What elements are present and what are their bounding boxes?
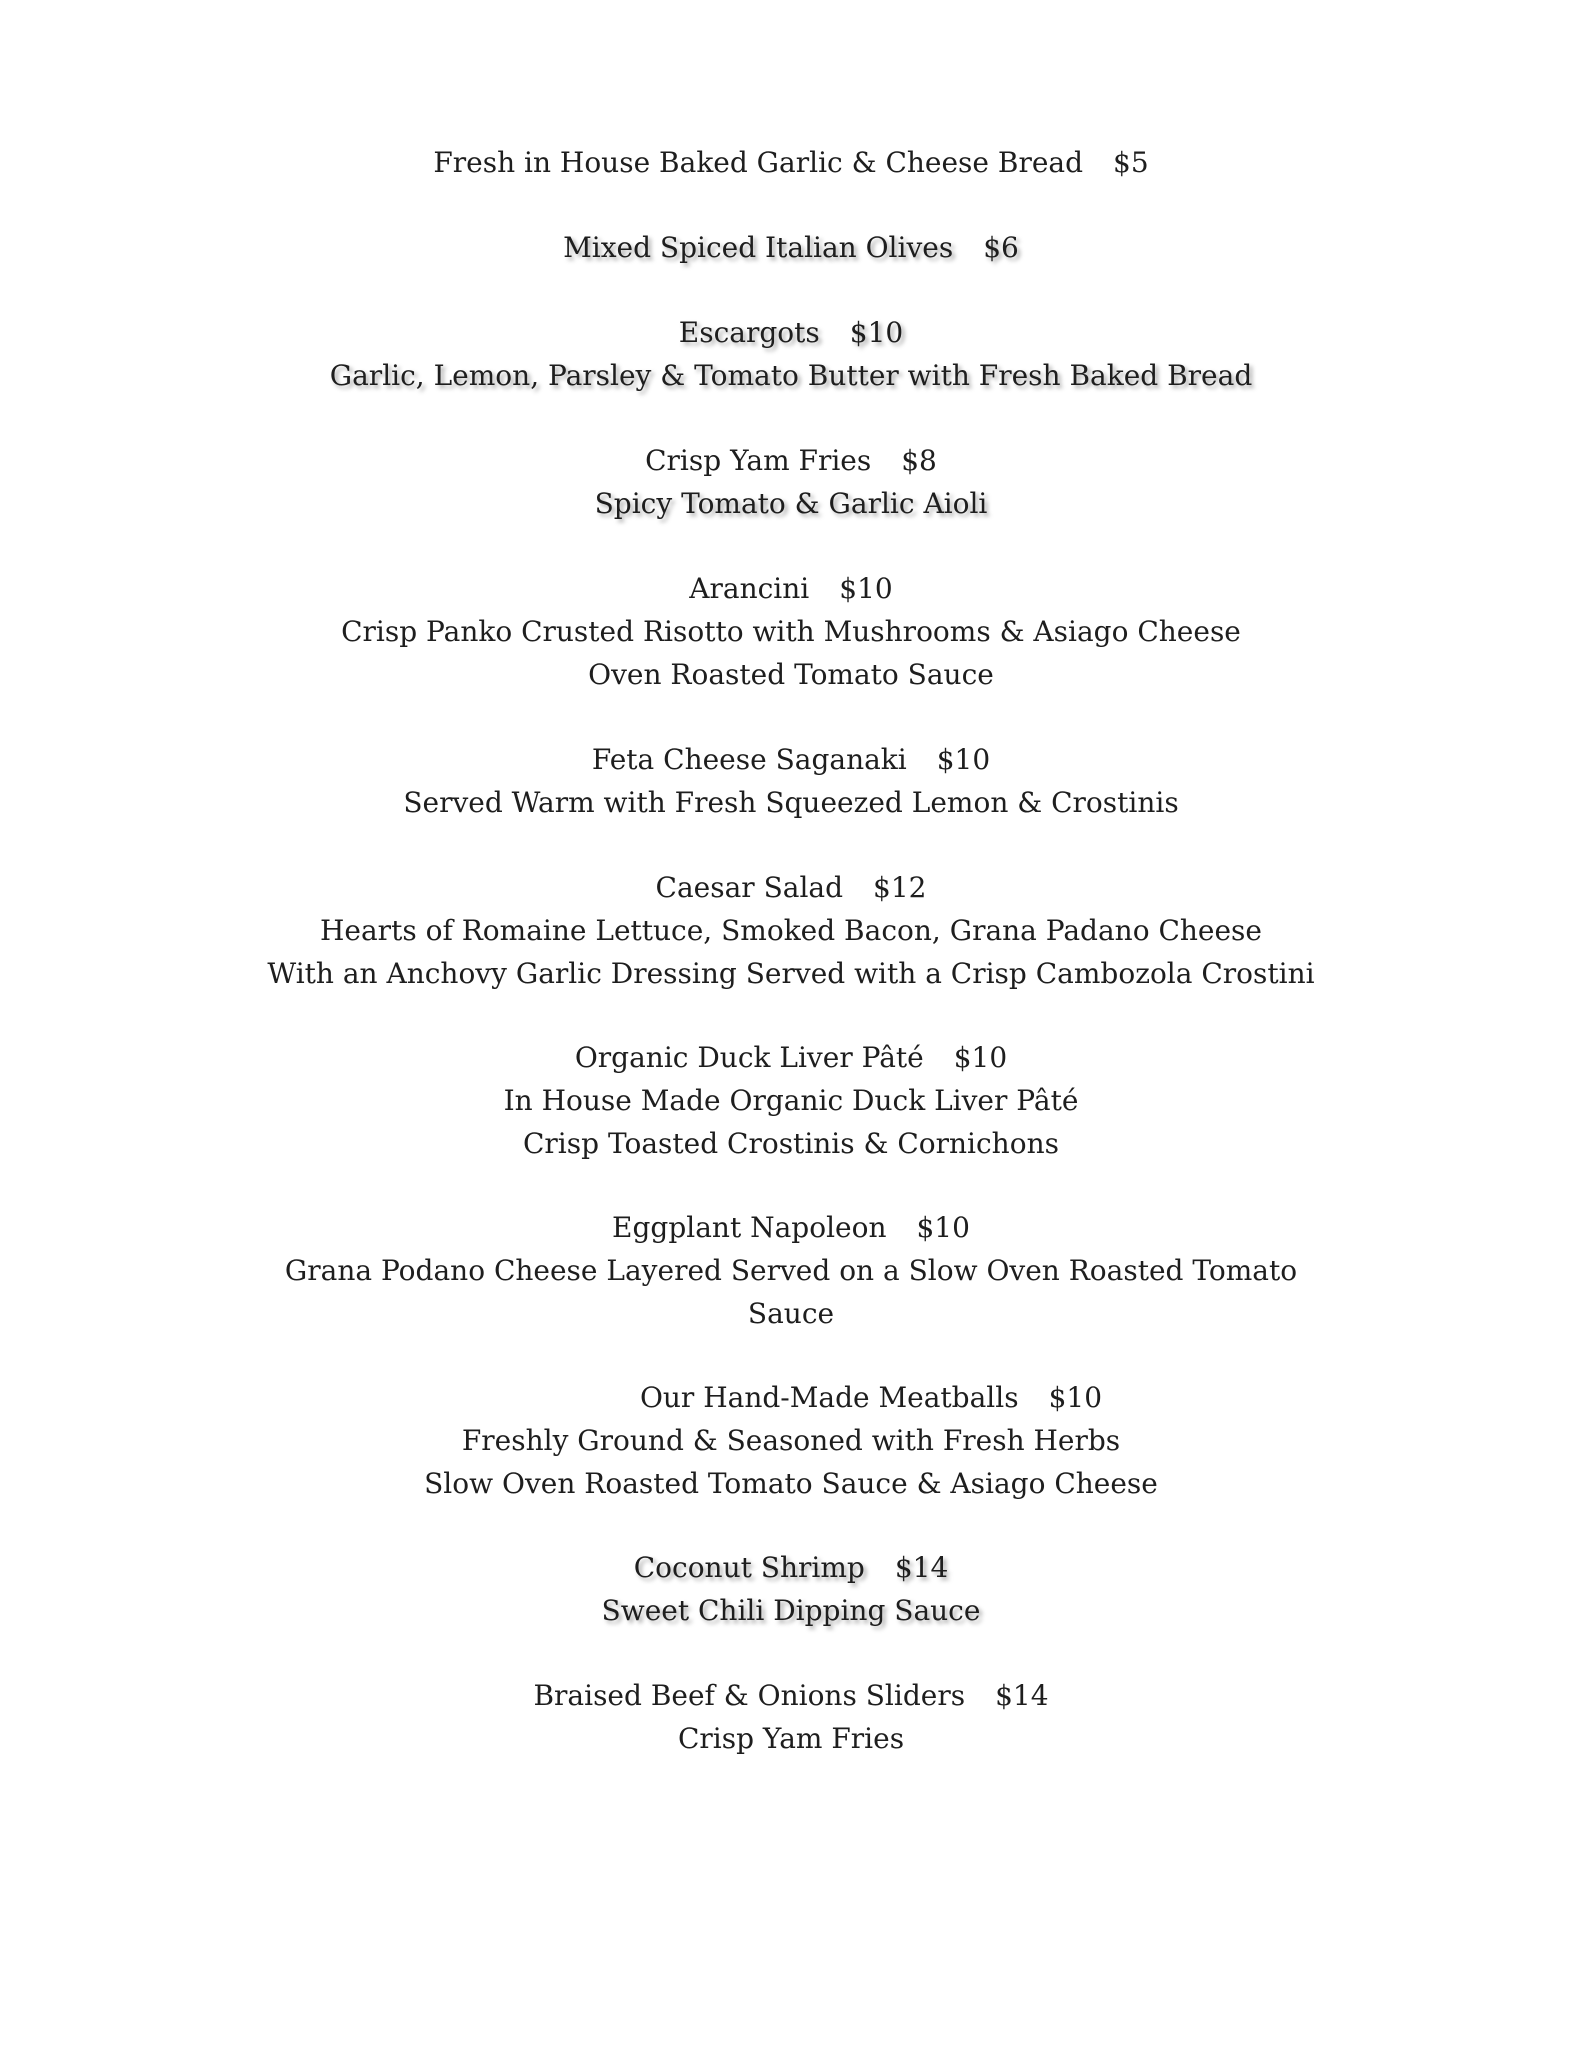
menu-item-description: Crisp Panko Crusted Risotto with Mushrooms & Asiago Cheese bbox=[341, 615, 1241, 648]
menu-item-name: Our Hand-Made Meatballs bbox=[639, 1381, 1019, 1414]
menu-item-title bbox=[0, 439, 1582, 482]
menu-item-price: $14 bbox=[995, 1679, 1049, 1712]
menu-item-description: Garlic, Lemon, Parsley & Tomato Butter with Fresh Baked Bread bbox=[329, 359, 1253, 392]
menu-item-description: Grana Podano Cheese Layered Served on a Slow Oven Roasted Tomato bbox=[284, 1254, 1298, 1287]
menu-item-price: $12 bbox=[873, 871, 927, 904]
menu-item-name: Feta Cheese Saganaki bbox=[591, 743, 907, 776]
menu-item-description: Sweet Chili Dipping Sauce bbox=[601, 1594, 981, 1627]
menu-item-description: Hearts of Romaine Lettuce, Smoked Bacon, Grana Padano Cheese bbox=[320, 914, 1262, 947]
menu-item-description: Served Warm with Fresh Squeezed Lemon & Crostinis bbox=[403, 786, 1179, 819]
menu-item-yam-fries bbox=[0, 439, 1582, 525]
menu-item-garlic-bread bbox=[0, 141, 1582, 184]
menu-item-title bbox=[0, 1674, 1582, 1717]
menu-item-name: Escargots bbox=[678, 316, 820, 349]
menu-item-arancini bbox=[0, 567, 1582, 696]
menu-item-olives bbox=[0, 226, 1582, 269]
menu-item-name: Caesar Salad bbox=[655, 871, 844, 904]
menu-item-duck-pate bbox=[0, 1036, 1582, 1165]
menu-item-title bbox=[0, 141, 1582, 184]
menu-item-price: $5 bbox=[1113, 146, 1149, 179]
menu-item-name: Organic Duck Liver Pâté bbox=[574, 1041, 924, 1074]
menu-item-name: Crisp Yam Fries bbox=[645, 444, 872, 477]
menu-item-price: $10 bbox=[916, 1211, 970, 1244]
menu-item-title bbox=[0, 1546, 1582, 1589]
menu-item-description: Spicy Tomato & Garlic Aioli bbox=[594, 487, 988, 520]
menu-item-title bbox=[0, 1036, 1582, 1079]
menu-item-description: With an Anchovy Garlic Dressing Served with a Crisp Cambozola Crostini bbox=[267, 957, 1315, 990]
menu-item-name: Fresh in House Baked Garlic & Cheese Bread bbox=[433, 146, 1084, 179]
menu-item-meatballs bbox=[0, 1376, 1582, 1505]
menu-item-description: Crisp Yam Fries bbox=[677, 1722, 905, 1755]
menu-item-title bbox=[0, 567, 1582, 610]
menu-item-name: Coconut Shrimp bbox=[633, 1551, 865, 1584]
menu-item-caesar-salad bbox=[0, 866, 1582, 995]
menu-item-price: $10 bbox=[1048, 1381, 1103, 1414]
menu-item-description: Crisp Toasted Crostinis & Cornichons bbox=[523, 1127, 1059, 1160]
menu-item-title bbox=[0, 226, 1582, 269]
menu-item-title bbox=[0, 1376, 1582, 1419]
menu-item-name: Braised Beef & Onions Sliders bbox=[533, 1679, 966, 1712]
menu-item-description: Slow Oven Roasted Tomato Sauce & Asiago Cheese bbox=[424, 1467, 1158, 1500]
menu-item-eggplant-napoleon bbox=[0, 1206, 1582, 1335]
menu-item-name: Arancini bbox=[689, 572, 810, 605]
menu-item-title bbox=[0, 311, 1582, 354]
menu-item-description: Freshly Ground & Seasoned with Fresh Herbs bbox=[461, 1424, 1121, 1457]
menu-item-name: Mixed Spiced Italian Olives bbox=[563, 231, 954, 264]
menu-item-price: $10 bbox=[839, 572, 893, 605]
menu-item-price: $10 bbox=[936, 743, 991, 776]
menu-item-price: $10 bbox=[849, 316, 904, 349]
menu-item-beef-sliders bbox=[0, 1674, 1582, 1760]
menu-item-escargots bbox=[0, 311, 1582, 397]
menu-item-price: $8 bbox=[901, 444, 937, 477]
menu-item-name: Eggplant Napoleon bbox=[612, 1211, 887, 1244]
menu-item-description: Oven Roasted Tomato Sauce bbox=[588, 658, 994, 691]
menu-item-saganaki bbox=[0, 738, 1582, 824]
menu-item-title bbox=[0, 1206, 1582, 1249]
menu-item-title bbox=[0, 738, 1582, 781]
menu-item-description: In House Made Organic Duck Liver Pâté bbox=[503, 1084, 1079, 1117]
menu-item-price: $6 bbox=[983, 231, 1019, 264]
menu-item-coconut-shrimp bbox=[0, 1546, 1582, 1632]
menu-item-title bbox=[0, 866, 1582, 909]
menu-item-price: $14 bbox=[894, 1551, 949, 1584]
menu-item-price: $10 bbox=[953, 1041, 1008, 1074]
menu-item-description: Sauce bbox=[747, 1297, 835, 1330]
